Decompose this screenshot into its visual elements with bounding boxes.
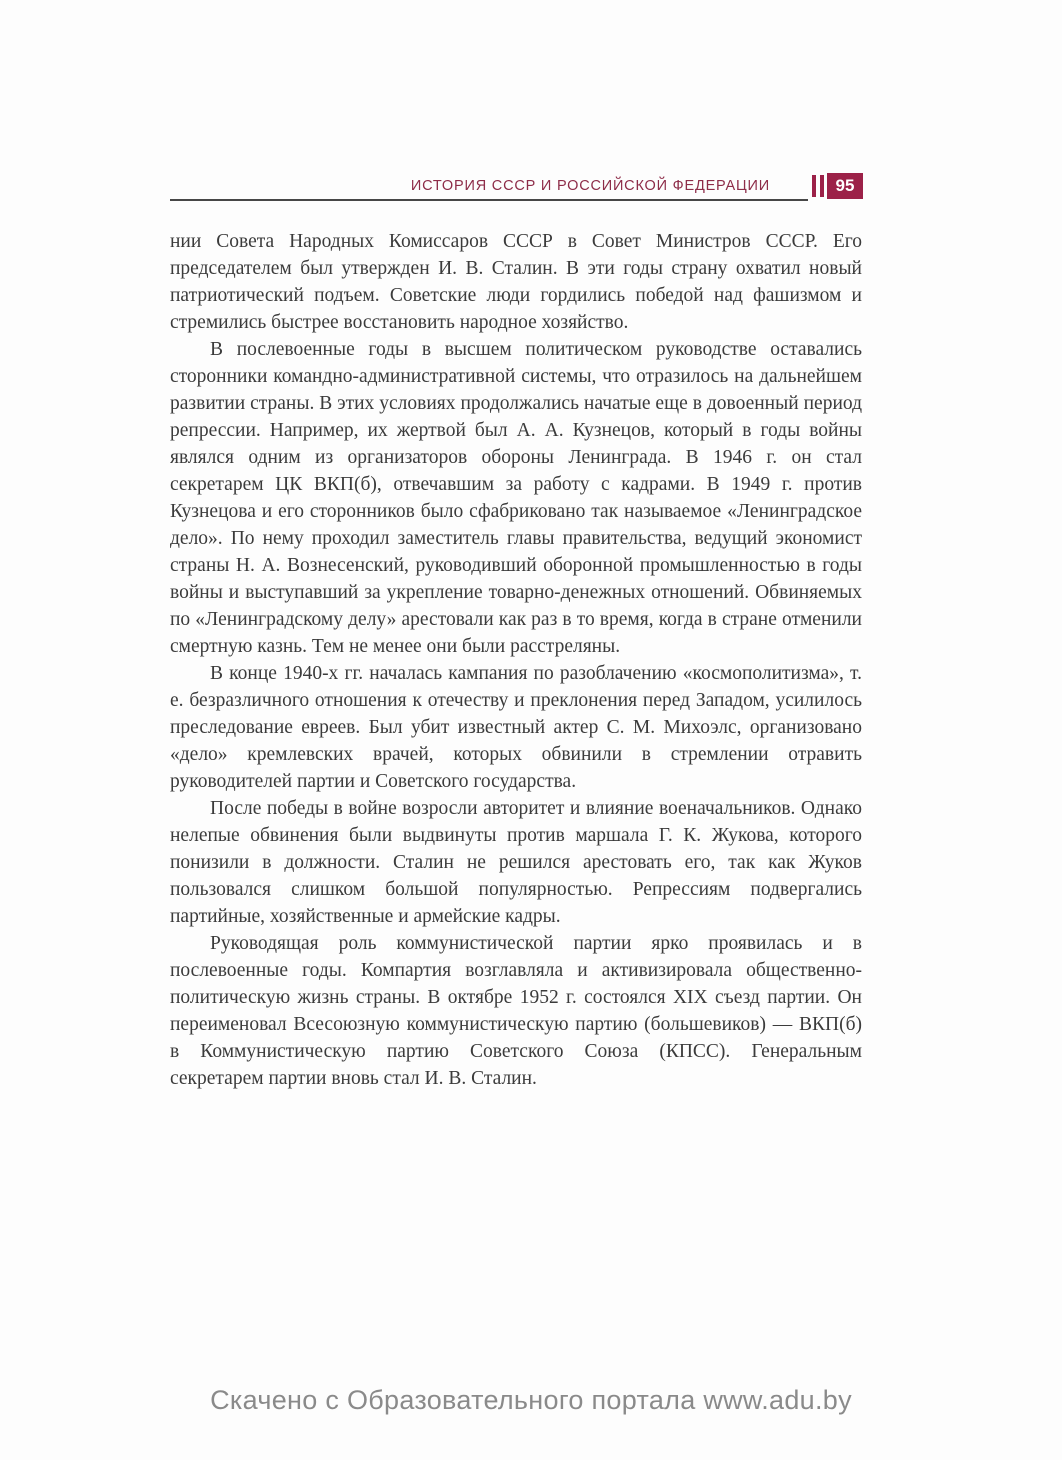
- footer-watermark: Скачено с Образовательного портала www.adu.by: [210, 1385, 852, 1415]
- paragraph: В конце 1940-х гг. началась кампания по разоблачению «космополитизма», т. е. безразличного отношения к отечеству и преклонения перед Западом, усилилось преследование евреев. Был убит известный актер С. М. Михоэлс, организовано «дело» кремлевских врачей, которых обвинили в стремлении отравить руководителей партии и Советского государства.: [170, 663, 862, 792]
- header-rule: [170, 199, 808, 201]
- page-number-badge: [827, 173, 863, 199]
- paragraph: нии Совета Народных Комиссаров СССР в Совет Министров СССР. Его председателем был утвержден И. В. Сталин. В эти годы страну охватил новый патриотический подъем. Советские люди гордились победой над фашизмом и стремились быстрее восстановить народное хозяйство.: [170, 231, 862, 333]
- paragraph: Руководящая роль коммунистической партии ярко проявилась и в послевоенные годы. Компартия возглавляла и активизировала общественно-политическую жизнь страны. В октябре 1952 г. состоялся XIX съезд партии. Он переименовал Всесоюзную коммунистическую партию (большевиков) — ВКП(б) в Коммунистическую партию Советского Союза (КПСС). Генеральным секретарем партии вновь стал И. В. Сталин.: [170, 933, 862, 1089]
- header-title: ИСТОРИЯ СССР И РОССИЙСКОЙ ФЕДЕРАЦИИ: [410, 178, 770, 194]
- body-text: [170, 228, 862, 1092]
- paragraph: После победы в войне возросли авторитет и влияние военачальников. Однако нелепые обвинения были выдвинуты против маршала Г. К. Жукова, которого понизили в должности. Сталин не решился арестовать его, так как Жуков пользовался слишком большой популярностью. Репрессиям подвергались партийные, хозяйственные и армейские кадры.: [170, 798, 862, 927]
- double-bar-icon: [812, 175, 824, 197]
- paragraph: В послевоенные годы в высшем политическом руководстве оставались сторонники командно-административной системы, что отразилось на дальнейшем развитии страны. В этих условиях продолжались начатые еще в довоенный период репрессии. Например, их жертвой был А. А. Кузнецов, который в годы войны являлся одним из организаторов обороны Ленинграда. В 1946 г. он стал секретарем ЦК ВКП(б), отвечавшим за работу с кадрами. В 1949 г. против Кузнецова и его сторонников было сфабриковано так называемое «Ленинградское дело». По нему проходил заместитель главы правительства, ведущий экономист страны Н. А. Вознесенский, руководивший оборонной промышленностью в годы войны и выступавший за укрепление товарно-денежных отношений. Обвиняемых по «Ленинградскому делу» арестовали как раз в то время, когда в стране отменили смертную казнь. Тем не менее они были расстреляны.: [170, 339, 862, 657]
- page-number: 95: [835, 176, 855, 195]
